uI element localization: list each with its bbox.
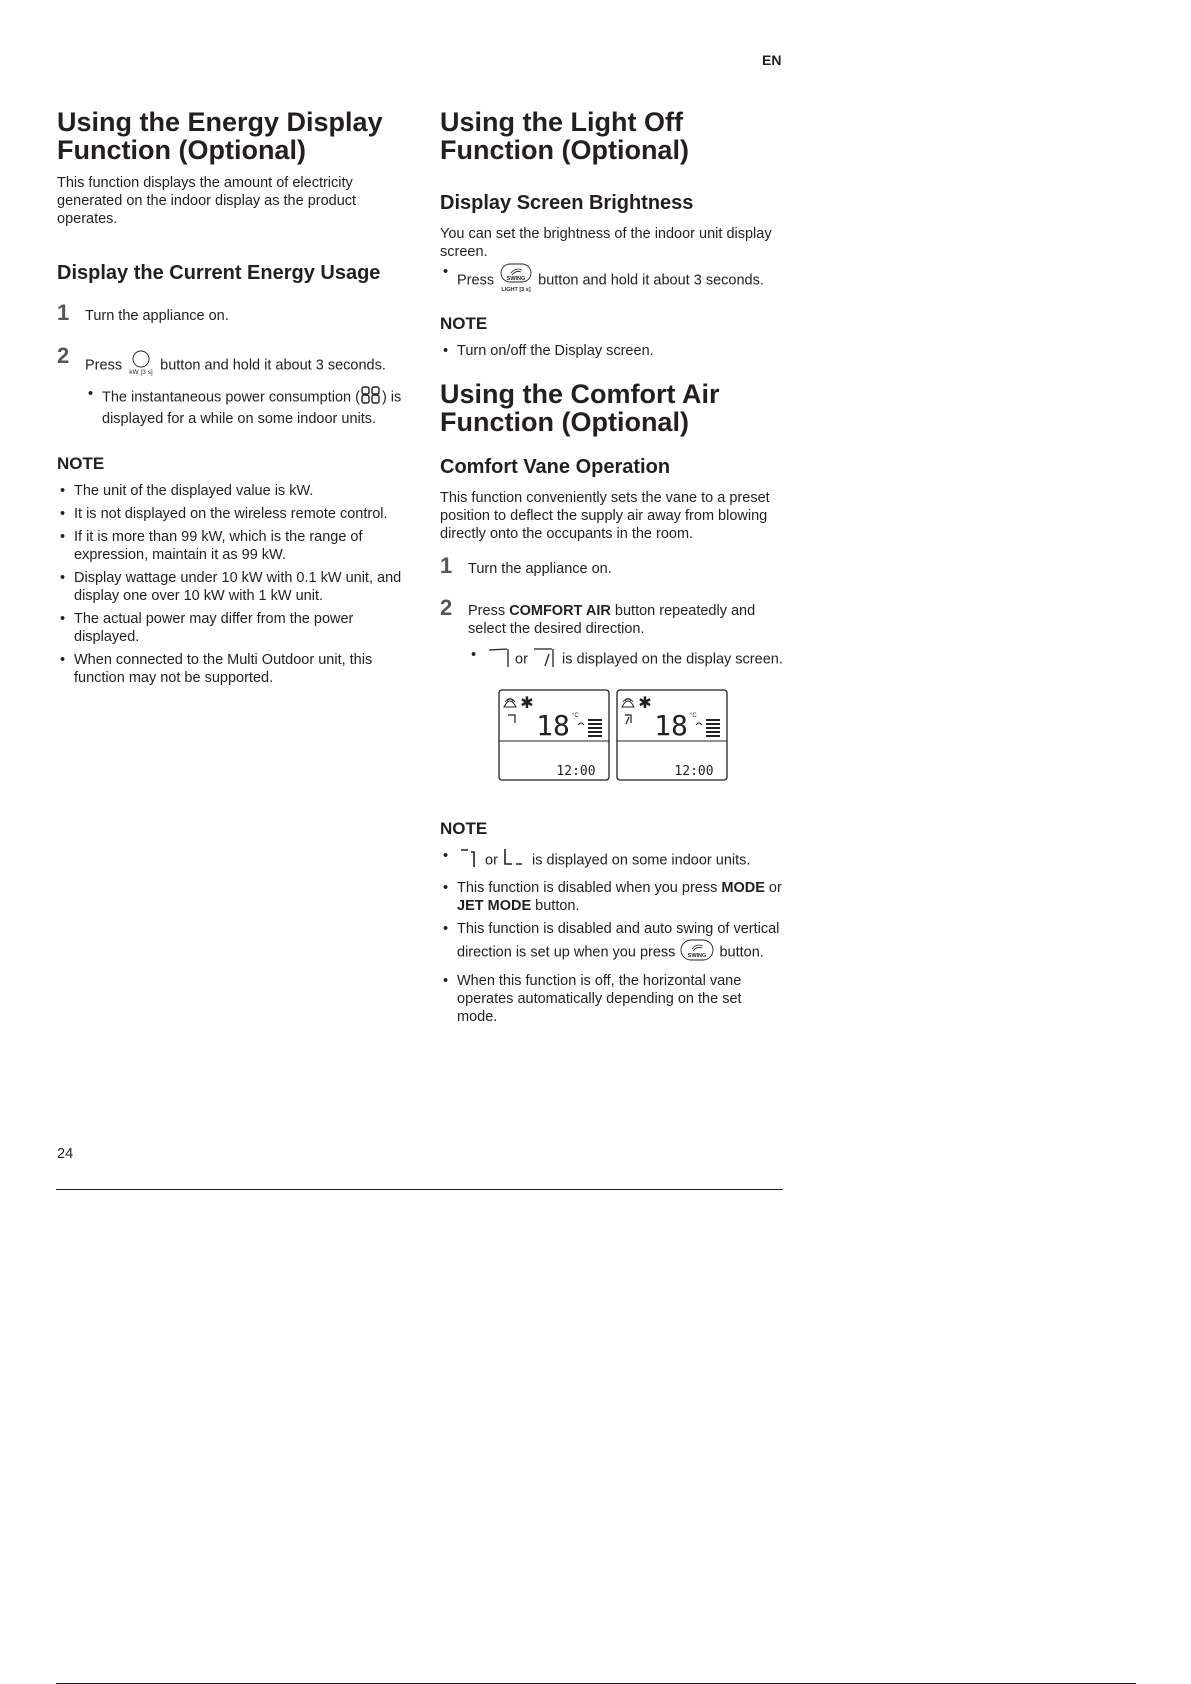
svg-text:✱: ✱: [638, 693, 652, 712]
svg-text:kW [3 s]: kW [3 s]: [129, 369, 153, 376]
mode-button-label: MODE: [721, 880, 765, 896]
swing-button-icon: [679, 938, 715, 967]
svg-text:SWING: SWING: [506, 276, 526, 282]
bullet-text-pre: Press: [457, 272, 495, 289]
right-column: [440, 108, 785, 1031]
left-column: [57, 108, 402, 692]
energy-display-title: Using the Energy Display Function (Optional): [57, 107, 383, 165]
list-item: • Turn on/off the Display screen.: [440, 342, 785, 360]
list-item: [440, 879, 785, 915]
light-off-title: Using the Light Off Function (Optional): [440, 107, 689, 165]
step-number: 1: [440, 553, 453, 578]
step-text-pre: Press: [468, 603, 506, 619]
note-text-post: button.: [719, 944, 764, 961]
step-number: 2: [57, 343, 70, 368]
lcd-display-2: [616, 689, 728, 781]
step-1: [57, 300, 402, 325]
svg-text:°C: °C: [690, 713, 697, 719]
svg-text:18: 18: [536, 709, 570, 742]
or-text: or: [485, 852, 498, 869]
language-label: EN: [762, 52, 782, 68]
comfort-air-intro: This function conveniently sets the vane to a preset position to deflect the supply air away from blowing directly onto the occupants in the room.: [440, 490, 770, 542]
step-text: Turn the appliance on.: [85, 308, 229, 324]
note-text-post: button.: [535, 898, 580, 914]
comfort-air-title: Using the Comfort Air Function (Optional): [440, 379, 720, 437]
note-title: NOTE: [440, 819, 488, 838]
vane-down-icon: [502, 847, 528, 874]
list-item: [468, 646, 785, 673]
step-number: 1: [57, 300, 70, 325]
step-2-sub-list: [85, 385, 402, 428]
step-2-sub-list: [468, 646, 785, 673]
digit-88-icon: [360, 385, 382, 410]
svg-text:°C: °C: [572, 713, 579, 719]
list-item: [440, 847, 785, 874]
step-1: [440, 553, 785, 578]
current-energy-subtitle: Display the Current Energy Usage: [57, 262, 381, 284]
sub-text-post: is displayed on the display screen.: [562, 651, 783, 668]
note-text-pre: This function is disabled and auto swing of vertical direction is set up when you press: [457, 921, 780, 961]
divider: [56, 1189, 783, 1190]
jet-mode-button-label: JET MODE: [457, 898, 532, 914]
svg-text:12:00: 12:00: [556, 764, 596, 779]
comfort-air-notes: [440, 847, 785, 1026]
list-item: • When this function is off, the horizontal vane operates automatically depending on the set mode.: [440, 972, 785, 1026]
brightness-subtitle: Display Screen Brightness: [440, 192, 694, 214]
note-text: is displayed on some indoor units.: [532, 852, 751, 869]
or-text: or: [768, 880, 782, 896]
list-item: • Display wattage under 10 kW with 0.1 kW unit, and display one over 10 kW with 1 kW unit.: [57, 569, 402, 605]
list-item: • The actual power may differ from the power displayed.: [57, 610, 402, 646]
comfort-air-button-label: COMFORT AIR: [509, 603, 611, 619]
light-off-notes: [440, 342, 785, 360]
kw-button-icon: [126, 350, 156, 381]
lcd-display-1: [498, 689, 610, 781]
page-number: 24: [57, 1146, 74, 1162]
svg-text:12:00: 12:00: [674, 764, 714, 779]
or-text: or: [515, 651, 528, 668]
step-2: [440, 595, 785, 673]
list-item: [85, 385, 402, 428]
list-item: • When connected to the Multi Outdoor unit, this function may not be supported.: [57, 651, 402, 687]
vane-up-icon: [457, 847, 481, 874]
svg-text:SWING: SWING: [688, 953, 707, 959]
vane-position-2-icon: [532, 646, 558, 673]
comfort-vane-subtitle: Comfort Vane Operation: [440, 456, 671, 478]
bullet-text-post: button and hold it about 3 seconds.: [538, 272, 764, 289]
sub-text-post: ) is displayed for a while on some indoor units.: [102, 389, 402, 427]
note-title: NOTE: [440, 314, 488, 333]
brightness-intro: You can set the brightness of the indoor unit display screen.: [440, 226, 772, 260]
swing-light-button-icon: [498, 263, 534, 298]
brightness-list: [440, 263, 785, 298]
list-item: [440, 920, 785, 967]
list-item: • If it is more than 99 kW, which is the range of expression, maintain it as 99 kW.: [57, 528, 402, 564]
note-text-pre: This function is disabled when you press: [457, 880, 718, 896]
step-text-post: button and hold it about 3 seconds.: [160, 357, 386, 374]
note-title: NOTE: [57, 454, 105, 473]
energy-notes-list: [57, 482, 402, 687]
step-text-post: button repeatedly and select the desired direction.: [468, 603, 756, 637]
step-2: [57, 343, 402, 428]
vane-position-1-icon: [485, 646, 511, 673]
step-text: Turn the appliance on.: [468, 561, 612, 577]
svg-text:LIGHT [3 s]: LIGHT [3 s]: [501, 287, 531, 293]
list-item: [440, 263, 785, 298]
step-text-pre: Press: [85, 357, 123, 374]
svg-text:18: 18: [654, 709, 688, 742]
lcd-examples: [498, 689, 785, 781]
list-item: • It is not displayed on the wireless remote control.: [57, 505, 402, 523]
svg-text:✱: ✱: [520, 693, 534, 712]
energy-display-intro: This function displays the amount of electricity generated on the indoor display as the product operates.: [57, 175, 357, 227]
sub-text-pre: The instantaneous power consumption (: [102, 389, 360, 406]
step-number: 2: [440, 595, 453, 620]
list-item: • The unit of the displayed value is kW.: [57, 482, 402, 500]
